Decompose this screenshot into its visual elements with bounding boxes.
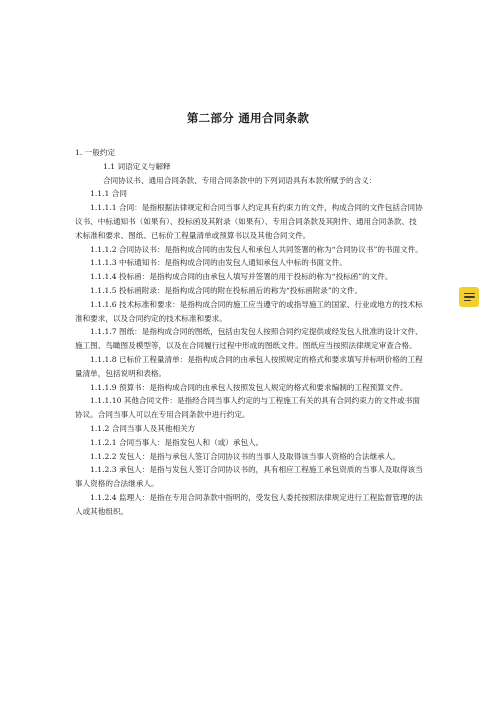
paragraph: 1.1.1.1 合同：是指根据法律规定和合同当事人约定具有约束力的文件，构成合同的文件包括合同协议书、中标通知书（如果有）、投标函及其附录（如果有）、专用合同条款及其附件、通用合同条款、技术标准和要求、图纸、已标价工程量清单或预算书以及其他合同文件。 <box>75 203 423 240</box>
document-body <box>75 146 423 519</box>
paragraph: 1.1.1.9 预算书：是指构成合同的由承包人按照发包人规定的格式和要求编制的工程预算文件。 <box>90 382 408 392</box>
comment-icon-line <box>464 296 475 298</box>
paragraph: 1.1.1.5 投标函附录：是指构成合同的附在投标函后的称为“投标函附录”的文件。 <box>90 285 363 295</box>
paragraph: 1.1.1.8 已标价工程量清单：是指构成合同的由承包人按照规定的格式和要求填写并标明价格的工程量清单，包括说明和表格。 <box>75 354 423 378</box>
paragraph: 1.1.2 合同当事人及其他相关方 <box>90 423 196 433</box>
paragraph: 1.1.1.7 图纸：是指构成合同的图纸，包括由发包人按照合同约定提供或经发包人批准的设计文件、施工图、鸟瞰图及模型等，以及在合同履行过程中形成的图纸文件。图纸应当按照法律规定审查合格。 <box>75 327 423 351</box>
paragraph: 1.1.1 合同 <box>90 189 127 199</box>
paragraph: 1.1.1.10 其他合同文件：是指经合同当事人约定的与工程施工有关的具有合同约束力的文件或书面协议。合同当事人可以在专用合同条款中进行约定。 <box>75 396 420 420</box>
page-title: 第二部分 通用合同条款 <box>186 111 310 125</box>
paragraph: 1.1.1.6 技术标准和要求：是指构成合同的施工应当遵守的或指导施工的国家、行业或地方的技术标准和要求，以及合同约定的技术标准和要求。 <box>75 299 423 323</box>
paragraph: 1.1.1.2 合同协议书：是指构成合同的由发包人和承包人共同签署的称为“合同协议书”的书面文件。 <box>90 244 423 254</box>
paragraph: 1.1.1.4 投标函：是指构成合同的由承包人填写并签署的用于投标的称为“投标函”的文件。 <box>90 272 393 282</box>
comment-icon-line <box>464 293 475 295</box>
paragraph: 1.1.1.3 中标通知书：是指构成合同的由发包人通知承包人中标的书面文件。 <box>90 258 347 268</box>
paragraph: 1.1.2.1 合同当事人：是指发包人和（或）承包人。 <box>90 437 264 447</box>
paragraph: 1.1 词语定义与解释 <box>103 161 171 171</box>
comment-icon-line <box>464 300 471 302</box>
paragraph: 1.1.2.3 承包人：是指与发包人签订合同协议书的，具有相应工程施工承包资质的当事人及取得该当事人资格的合法继承人。 <box>75 465 423 489</box>
paragraph: 1. 一般约定 <box>75 148 116 157</box>
paragraph: 1.1.2.4 监理人：是指在专用合同条款中指明的，受发包人委托按照法律规定进行工程监督管理的法人或其他组织。 <box>75 492 423 516</box>
paragraph: 1.1.2.2 发包人：是指与承包人签订合同协议书的当事人及取得该当事人资格的合法继承人。 <box>90 451 400 461</box>
comment-icon[interactable] <box>459 287 479 307</box>
paragraph: 合同协议书、通用合同条款、专用合同条款中的下列词语具有本款所赋予的含义： <box>103 175 377 185</box>
